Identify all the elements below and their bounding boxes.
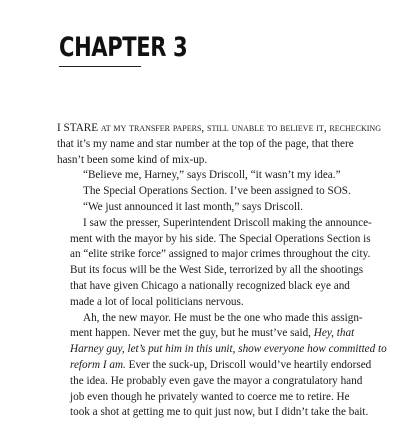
paragraph-4 [57, 200, 345, 216]
text-line-content: Ah, the new mayor. He must be the one who made this assign- [83, 311, 363, 324]
text-line: that it’s my name and star number at the top of the page, that there [57, 137, 354, 150]
italic-thought: Hey, that [313, 327, 355, 340]
text-line-content: The Special Operations Section. I’ve been assigned to SOS. [83, 185, 351, 198]
chapter-body [57, 121, 387, 421]
text-line [57, 184, 351, 200]
text-line-content: I saw the presser, Superintendent Driscoll making the announce- [83, 216, 372, 229]
text-line [57, 311, 363, 327]
text-line: took a shot at getting me to quit just now, but I didn’t take the bait. [70, 406, 369, 419]
text-line-content: ment happen. Never met the guy, but he must’ve said, [70, 327, 314, 340]
text-line [57, 326, 355, 342]
text-line [57, 168, 345, 184]
text-line: But its focus will be the West Side, terrorized by all the shootings [70, 264, 364, 277]
text-line [57, 358, 372, 374]
text-line-content: Ever the suck-up, Driscoll would’ve heartily endorsed [125, 358, 372, 371]
lead-small-caps: STARE at my transfer papers, still unable to believe it, rechecking [63, 122, 381, 134]
text-line: job even though he privately wanted to coerce me to retire. He [70, 390, 350, 403]
text-line-content: “Believe me, Harney,” says Driscoll, “it wasn’t my idea.” [83, 169, 341, 182]
text-line: an “elite strike force” assigned to major crimes throughout the city. [70, 248, 371, 261]
paragraph-2 [57, 168, 345, 184]
text-line: that have given Chicago a nationally recognized black eye and [70, 279, 350, 292]
text-line [57, 121, 381, 137]
italic-thought: reform I am. [70, 358, 126, 371]
text-line: ment with the mayor by his side. The Special Operations Section is [70, 232, 371, 245]
lead-word: I [57, 122, 61, 134]
chapter-heading-rule [59, 66, 141, 67]
text-line [57, 200, 345, 216]
text-line: the idea. He probably even gave the mayor a congratulatory hand [70, 374, 363, 387]
text-line [57, 342, 387, 358]
paragraph-3 [57, 184, 351, 200]
paragraph-5 [57, 216, 372, 311]
text-line [57, 216, 372, 232]
chapter-heading: CHAPTER 3 [59, 32, 188, 63]
text-line-content: “We just announced it last month,” says Driscoll. [83, 200, 304, 213]
text-line: made a lot of local politicians nervous. [70, 295, 244, 308]
text-line: hasn’t been some kind of mix-up. [57, 153, 208, 166]
paragraph-1 [57, 121, 381, 168]
italic-thought: Harney guy, let’s put him in this unit, show everyone how committed to [70, 343, 387, 356]
paragraph-6 [57, 311, 387, 421]
